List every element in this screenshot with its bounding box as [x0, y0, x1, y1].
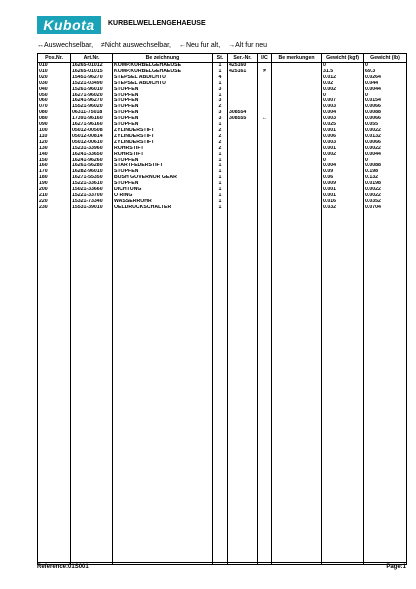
- cell-kg: 0.001: [322, 146, 364, 152]
- cell-art: 17391-96160: [71, 116, 113, 122]
- cell-st: 1: [213, 181, 228, 187]
- cell-kg: 31.5: [322, 69, 364, 75]
- cell-pos: 040: [38, 87, 71, 93]
- cell-desc: STOPFEN: [113, 122, 213, 128]
- cell-art: 15231-33960: [71, 146, 113, 152]
- cell-kg: 0.032: [322, 205, 364, 211]
- cell-lb: 0.044: [364, 81, 407, 87]
- cell-desc: STOPFEN: [113, 169, 213, 175]
- cell-desc: WASSERROHR: [113, 199, 213, 205]
- cell-pos: 010: [38, 63, 71, 69]
- cell-lb: 0.0022: [364, 128, 407, 134]
- cell-lb: 0.0704: [364, 205, 407, 211]
- cell-art: 16271-55350: [71, 175, 113, 181]
- cell-pos: 190: [38, 181, 71, 187]
- cell-pos: 160: [38, 163, 71, 169]
- cell-desc: ZYLINDERSTIFT: [113, 134, 213, 140]
- cell-desc: DICHTUNG: [113, 187, 213, 193]
- cell-ser: 425160: [228, 63, 258, 69]
- cell-art: 15531-39010: [71, 205, 113, 211]
- cell-st: 1: [213, 158, 228, 164]
- cell-st: 1: [213, 152, 228, 158]
- cell-st: 2: [213, 128, 228, 134]
- cell-pos: 100: [38, 128, 71, 134]
- cell-lb: 0.0022: [364, 193, 407, 199]
- cell-kg: 0.003: [322, 116, 364, 122]
- cell-kg: 0: [322, 93, 364, 99]
- cell-kg: 0.02: [322, 81, 364, 87]
- cell-desc: STEPSEL ABDICHTU: [113, 75, 213, 81]
- cell-desc: STOPFEN: [113, 110, 213, 116]
- cell-kg: 0.003: [322, 104, 364, 110]
- cell-pos: 170: [38, 169, 71, 175]
- cell-st: 3: [213, 116, 228, 122]
- cell-art: 15451-96270: [71, 75, 113, 81]
- cell-st: 2: [213, 146, 228, 152]
- cell-art: 05012-00814: [71, 134, 113, 140]
- header-st: St.: [213, 54, 228, 63]
- cell-st: 1: [213, 63, 228, 69]
- cell-kg: 0.003: [322, 140, 364, 146]
- cell-art: 16265-01012: [71, 63, 113, 69]
- header-ser: Ser.-Nr.: [228, 54, 258, 63]
- cell-art: 16241-96270: [71, 98, 113, 104]
- cell-ic: ≠: [258, 69, 272, 75]
- cell-art: 16271-96020: [71, 93, 113, 99]
- cell-lb: 0.0044: [364, 152, 407, 158]
- cell-kg: 0.001: [322, 187, 364, 193]
- legend-old-for-new: →Alt fur neu: [228, 42, 268, 49]
- cell-kg: 0.002: [322, 87, 364, 93]
- cell-desc: ZYLINDERSTIFT: [113, 128, 213, 134]
- cell-lb: 69.3: [364, 69, 407, 75]
- cell-lb: 0.132: [364, 175, 407, 181]
- cell-desc: STOPFEN: [113, 116, 213, 122]
- cell-lb: 0.0352: [364, 199, 407, 205]
- legend-not-interchangeable: ≠Nicht auswechselbar,: [100, 42, 171, 49]
- cell-lb: 0.0154: [364, 98, 407, 104]
- cell-st: 1: [213, 163, 228, 169]
- kubota-logo: Kubota: [37, 16, 101, 34]
- cell-desc: STOPFEN: [113, 98, 213, 104]
- cell-ser: 425161: [228, 69, 258, 75]
- cell-kg: 0.025: [322, 122, 364, 128]
- cell-desc: OELDRUCKSCHALTER: [113, 205, 213, 211]
- cell-st: 3: [213, 110, 228, 116]
- cell-pos: 150: [38, 158, 71, 164]
- cell-art: 15221-33700: [71, 193, 113, 199]
- cell-kg: 0.002: [322, 152, 364, 158]
- cell-st: 1: [213, 193, 228, 199]
- cell-st: 3: [213, 98, 228, 104]
- cell-pos: 020: [38, 75, 71, 81]
- cell-lb: 0.0022: [364, 187, 407, 193]
- cell-kg: 0.06: [322, 175, 364, 181]
- cell-art: 16282-96010: [71, 169, 113, 175]
- cell-st: 1: [213, 199, 228, 205]
- cell-pos: 200: [38, 187, 71, 193]
- cell-desc: STEPSEL ABDICHTU: [113, 81, 213, 87]
- cell-pos: 130: [38, 146, 71, 152]
- cell-kg: 0.001: [322, 193, 364, 199]
- cell-desc: KOMP.KURBELGEHAEUSE: [113, 63, 213, 69]
- cell-art: 05012-00508: [71, 128, 113, 134]
- cell-desc: STOPFEN: [113, 104, 213, 110]
- cell-desc: ZYLINDERSTIFT: [113, 140, 213, 146]
- cell-art: 15021-33660: [71, 187, 113, 193]
- cell-art: 16265-01015: [71, 69, 113, 75]
- cell-lb: 0.0198: [364, 181, 407, 187]
- cell-lb: 0: [364, 63, 407, 69]
- cell-kg: 0.001: [322, 128, 364, 134]
- cell-desc: STARTFEDERSTIFT: [113, 163, 213, 169]
- legend-new-for-old: ←Neu fur alt,: [178, 42, 221, 49]
- header-ic: I/C: [258, 54, 272, 63]
- cell-lb: 0: [364, 93, 407, 99]
- cell-kg: 0: [322, 158, 364, 164]
- table-header: [38, 54, 407, 63]
- cell-kg: 0.012: [322, 75, 364, 81]
- cell-art: 16261-56280: [71, 163, 113, 169]
- header-pos: Pos.Nr.: [38, 54, 71, 63]
- cell-art: 06311-75018: [71, 110, 113, 116]
- cell-kg: 0.09: [322, 169, 364, 175]
- cell-pos: 050: [38, 93, 71, 99]
- cell-st: 1: [213, 93, 228, 99]
- reference-label: Reference:01S001: [37, 564, 89, 570]
- cell-desc: ROHRSTIFT: [113, 152, 213, 158]
- cell-st: 1: [213, 175, 228, 181]
- cell-art: 16271-96160: [71, 122, 113, 128]
- page-number: Page:1: [386, 564, 406, 570]
- cell-art: 15521-96020: [71, 104, 113, 110]
- cell-kg: 0.009: [322, 181, 364, 187]
- table-filler: [38, 211, 407, 565]
- footer: [37, 562, 406, 570]
- cell-st: 4: [213, 75, 228, 81]
- cell-desc: STOPFEN: [113, 87, 213, 93]
- header-rem: Be merkungen: [272, 54, 322, 63]
- header-lb: Gewicht (lb): [364, 54, 407, 63]
- cell-st: 2: [213, 134, 228, 140]
- cell-pos: 030: [38, 81, 71, 87]
- cell-pos: 120: [38, 140, 71, 146]
- cell-pos: 180: [38, 175, 71, 181]
- cell-desc: STOPFEN: [113, 158, 213, 164]
- cell-st: 1: [213, 169, 228, 175]
- cell-art: 15321-73340: [71, 199, 113, 205]
- cell-st: 1: [213, 69, 228, 75]
- cell-art: 15261-96010: [71, 87, 113, 93]
- cell-kg: 0.004: [322, 163, 364, 169]
- cell-kg: 0.016: [322, 199, 364, 205]
- cell-lb: 0.0132: [364, 134, 407, 140]
- cell-pos: 220: [38, 199, 71, 205]
- cell-st: 2: [213, 104, 228, 110]
- header-kg: Gewicht (kgf): [322, 54, 364, 63]
- cell-desc: BUSH GOVERNOR GEAR: [113, 175, 213, 181]
- cell-kg: 0: [322, 63, 364, 69]
- cell-pos: 010: [38, 69, 71, 75]
- cell-lb: 0.0088: [364, 110, 407, 116]
- cell-art: 16241-33650: [71, 152, 113, 158]
- cell-desc: STOPFEN: [113, 181, 213, 187]
- cell-lb: 0.198: [364, 169, 407, 175]
- cell-kg: 0.006: [322, 134, 364, 140]
- cell-pos: 080: [38, 116, 71, 122]
- cell-lb: 0.0066: [364, 104, 407, 110]
- cell-art: 15221-33610: [71, 181, 113, 187]
- cell-art: 16241-96260: [71, 158, 113, 164]
- parts-table: [37, 53, 407, 565]
- page-title: KURBELWELLENGEHAEUSE: [108, 20, 206, 27]
- cell-desc: STOPFEN: [113, 93, 213, 99]
- cell-desc: O RING: [113, 193, 213, 199]
- cell-lb: 0.0088: [364, 163, 407, 169]
- cell-desc: ROHRSTIFT: [113, 146, 213, 152]
- cell-pos: 080: [38, 110, 71, 116]
- cell-pos: 070: [38, 104, 71, 110]
- cell-st: 3: [213, 87, 228, 93]
- cell-pos: 060: [38, 98, 71, 104]
- header-art: Art.Nr.: [71, 54, 113, 63]
- cell-ser: 308554: [228, 110, 258, 116]
- cell-st: 1: [213, 205, 228, 211]
- cell-st: 1: [213, 187, 228, 193]
- cell-pos: 090: [38, 122, 71, 128]
- legend: [37, 42, 273, 49]
- cell-pos: 140: [38, 152, 71, 158]
- cell-kg: 0.007: [322, 98, 364, 104]
- cell-lb: 0.0264: [364, 75, 407, 81]
- cell-st: 1: [213, 81, 228, 87]
- cell-lb: 0.055: [364, 122, 407, 128]
- header-desc: Be zeichnung: [113, 54, 213, 63]
- cell-ic: ←: [258, 116, 272, 122]
- cell-pos: 210: [38, 193, 71, 199]
- cell-st: 1: [213, 122, 228, 128]
- cell-lb: 0.0066: [364, 140, 407, 146]
- cell-pos: 230: [38, 205, 71, 211]
- cell-st: 2: [213, 140, 228, 146]
- cell-art: 05012-00610: [71, 140, 113, 146]
- cell-lb: 0.0022: [364, 146, 407, 152]
- cell-lb: 0: [364, 158, 407, 164]
- cell-lb: 0.0066: [364, 116, 407, 122]
- cell-pos: 110: [38, 134, 71, 140]
- legend-interchangeable: ↔Auswechselbar,: [37, 42, 94, 49]
- cell-desc: KOMP.KURBELGEHAEUSE: [113, 69, 213, 75]
- cell-art: 15221-03490: [71, 81, 113, 87]
- cell-lb: 0.0044: [364, 87, 407, 93]
- cell-ser: 308555: [228, 116, 258, 122]
- cell-kg: 0.004: [322, 110, 364, 116]
